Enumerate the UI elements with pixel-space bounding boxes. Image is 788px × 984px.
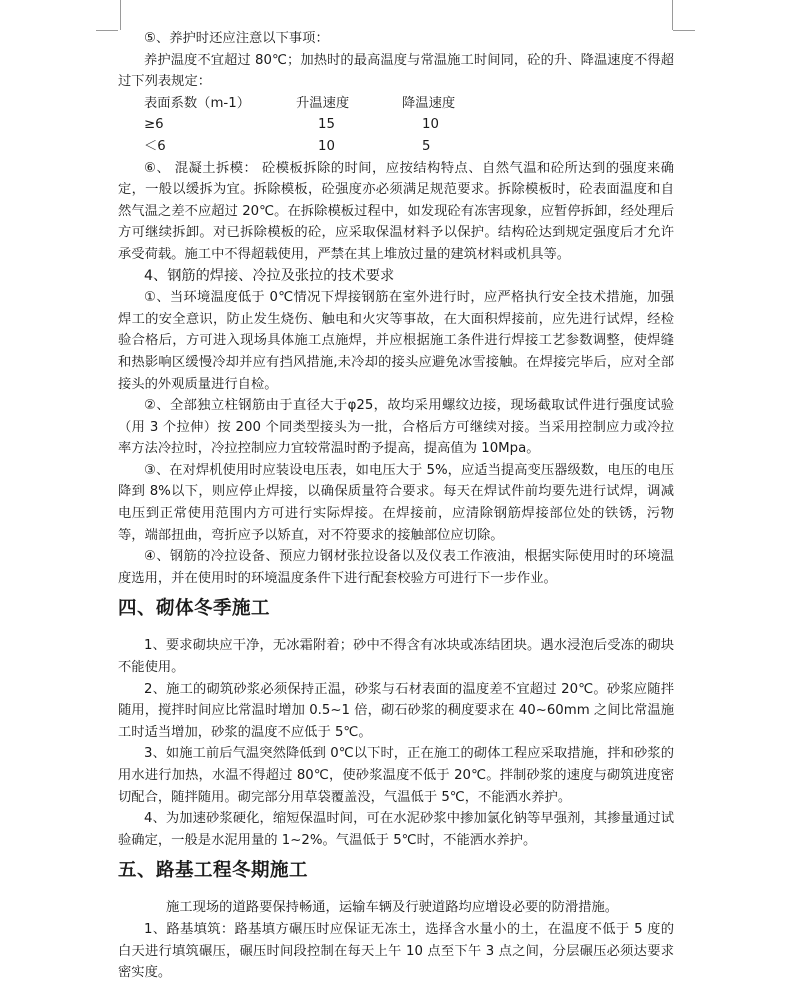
table-header-cell: 表面系数（m-1） (144, 95, 250, 111)
heading-masonry: 四、砌体冬季施工 (118, 598, 271, 620)
paragraph-masonry-3: 3、如施工前后气温突然降低到 0℃以下时，正在施工的砌体工程应采取措施，拌和砂浆的用水进行加热，水温不得超过 80℃，使砂浆温度不低于 20℃。拌制砂浆的速度与砌筑进度密切配合，随拌随用。砌完部分用草袋覆盖没，气温低于 5℃，不能洒水养护。 (118, 746, 674, 805)
paragraph-rebar-3: ③、在对焊机使用时应装设电压表，如电压大于 5%，应适当提高变压器级数，电压的电压降到 8%以下，则应停止焊接，以确保质量符合要求。每天在焊试件前均要先进行试焊，调减电压到正常使用范围内方可进行实际焊接。在焊接前，应清除钢筋焊接部位处的铁锈，污物等，端部扭曲，弯折应予以矫直，对不符要求的接触部位应切除。 (118, 462, 674, 543)
table-cell: 15 (318, 117, 335, 133)
paragraph-formwork-removal: ⑥、 混凝土拆模： 砼模板拆除的时间，应按结构特点、自然气温和砼所达到的强度来确定，一般以缓拆为宜。拆除模板，砼强度亦必须满足规范要求。拆除模板时，砼表面温度和自然气温之差不应超过 20℃。在拆除模板过程中，如发现砼有冻害现象，应暂停拆卸，经处理后方可继续拆卸。对已拆除模板的砼，应采取保温材料予以保护。结构砼达到规定强度后才允许承受荷载。施工中不得超载使用，严禁在其上堆放过量的建筑材料或机具等。 (118, 160, 674, 262)
paragraph-rebar-1: ①、当环境温度低于 0℃情况下焊接钢筋在室外进行时，应严格执行安全技术措施，加强焊工的安全意识，防止发生烧伤、触电和火灾等事故，在大面积焊接前，应先进行试焊，经检验合格后，方可进入现场具体施工点施焊，并应根据施工条件进行焊接工艺参数调整，使焊缝和热影响区缓慢冷却并应有挡风措施,未冷却的接头应避免冰雪接触。在焊接完毕后，应对全部接头的外观质量进行自检。 (118, 290, 674, 392)
paragraph-masonry-1: 1、要求砌块应干净，无冰霜附着；砂中不得含有冰块或冻结团块。遇水浸泡后受冻的砌块不能使用。 (118, 638, 674, 676)
table-header-cell: 降温速度 (402, 95, 456, 111)
paragraph-masonry-4: 4、为加速砂浆硬化，缩短保温时间，可在水泥砂浆中掺加氯化钠等早强剂，其掺量通过试验确定，一般是水泥用量的 1~2%。气温低于 5℃时，不能洒水养护。 (118, 811, 674, 848)
paragraph-curing-title: ⑤、养护时还应注意以下事项： (144, 31, 329, 46)
table-header-cell: 升温速度 (296, 95, 350, 111)
paragraph-masonry-2: 2、施工的砌筑砂浆必须保持正温，砂浆与石材表面的温度差不宜超过 20℃。砂浆应随拌随用，搅拌时间应比常温时增加 0.5~1 倍，砌石砂浆的稠度要求在 40~60mm 之间比常温施工时适当增加，砂浆的温度不应低于 5℃。 (118, 681, 674, 740)
table-cell: 10 (422, 117, 439, 133)
paragraph-rebar-4: ④、钢筋的冷拉设备、预应力钢材张拉设备以及仪表工作液油，根据实际使用时的环境温度选用，并在使用时的环境温度条件下进行配套校验方可进行下一步作业。 (118, 549, 674, 586)
table-cell: ＜6 (144, 138, 166, 154)
table-cell: 10 (318, 138, 335, 154)
table-row (118, 136, 674, 158)
margin-mark-top-right (672, 0, 674, 30)
margin-mark-top-right-h (673, 30, 695, 32)
table-cell: 5 (422, 138, 431, 154)
table-cell: ≥6 (144, 117, 164, 133)
paragraph-rebar-2: ②、全部独立柱钢筋由于直径大于φ25，故均采用螺纹边接，现场截取试件进行强度试验（用 3 个拉伸）按 200 个同类型接头为一批，合格后方可继续对接。当采用控制应力或冷拉率方法冷拉时，冷拉控制应力宜较常温时酌予提高，提高值为 10Mpa。 (118, 398, 674, 457)
table-row (118, 114, 674, 136)
table-header-row (118, 93, 674, 115)
margin-mark-top-left (118, 0, 121, 30)
paragraph-roadbed-intro: 施工现场的道路要保持畅通，运输车辆及行驶道路均应增设必要的防滑措施。 (166, 900, 619, 916)
document-page (118, 28, 674, 984)
paragraph-roadbed-1: 1、路基填筑：路基填方碾压时应保证无冻土，选择含水量小的土，在温度不低于 5 度的白天进行填筑碾压，碾压时间段控制在每天上午 10 点至下午 3 点之间，分层碾压必须达要求密实度。 (118, 921, 674, 981)
paragraph-curing-temp: 养护温度不宜超过 80℃；加热时的最高温度与常温施工时间同，砼的升、降温速度不得超过下列表规定： (118, 52, 674, 90)
section-title-rebar: 4、钢筋的焊接、冷拉及张拉的技术要求 (144, 267, 395, 284)
margin-mark-top-left-h (96, 30, 118, 32)
heading-roadbed: 五、路基工程冬期施工 (118, 860, 309, 882)
temperature-rate-table (118, 93, 674, 158)
